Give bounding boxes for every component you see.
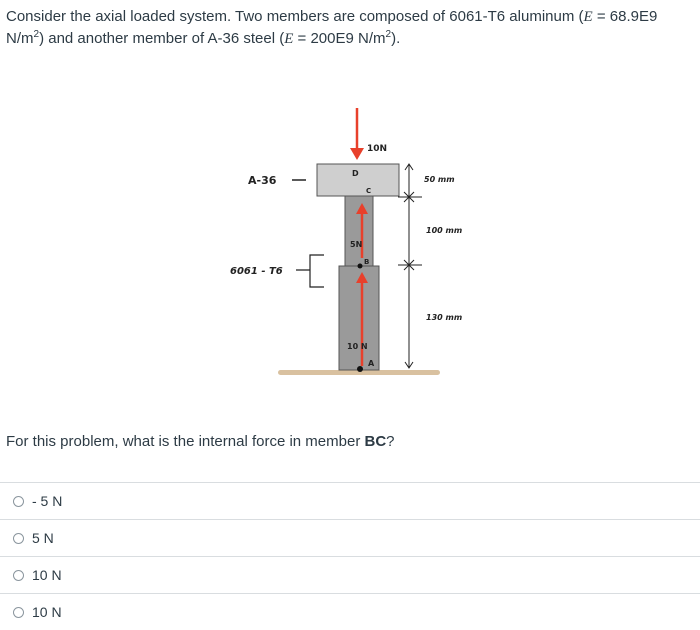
steel-label: A-36 — [248, 174, 277, 187]
dim-label-1: 50 mm — [424, 175, 455, 184]
question-prompt: For this problem, what is the internal force in member BC? — [6, 433, 395, 450]
modulus-symbol: E — [583, 9, 593, 25]
radio-button[interactable] — [13, 533, 24, 544]
modulus-symbol: E — [284, 31, 294, 47]
point-c-label: C — [366, 187, 372, 195]
axial-system-diagram — [200, 100, 520, 400]
aluminum-label: 6061 - T6 — [230, 266, 283, 277]
point-b-label: B — [364, 258, 370, 266]
point-a-label: A — [368, 359, 375, 368]
dim-label-2: 100 mm — [426, 226, 463, 235]
answer-option-1[interactable] — [0, 482, 700, 519]
answer-list — [0, 482, 700, 630]
radio-button[interactable] — [13, 570, 24, 581]
point-b-dot — [358, 264, 363, 269]
answer-option-3[interactable] — [0, 556, 700, 593]
answer-option-4[interactable] — [0, 593, 700, 630]
point-a-dot — [357, 366, 363, 372]
answer-option-2[interactable] — [0, 519, 700, 556]
answer-label: 10 N — [32, 567, 62, 583]
member-name: BC — [364, 433, 387, 450]
load-mid-label: 5N — [350, 240, 363, 249]
radio-button[interactable] — [13, 607, 24, 618]
answer-label: - 5 N — [32, 493, 63, 509]
answer-label: 10 N — [32, 604, 62, 620]
answer-label: 5 N — [32, 530, 54, 546]
point-d-label: D — [352, 169, 359, 178]
load-top-label: 10N — [367, 144, 388, 154]
aluminum-leader — [296, 255, 324, 287]
dim-label-3: 130 mm — [426, 313, 463, 322]
load-bottom-label: 10 N — [347, 342, 368, 351]
axial-system-figure — [200, 100, 520, 400]
force-top-arrowhead — [350, 148, 364, 160]
member-bc — [345, 196, 373, 266]
question-intro: Consider the axial loaded system. Two members are composed of 6061-T6 aluminum (E = 68.9E9 $N/m^2$) and another member of A-36 steel (E = 200E9 $N/m^2$). — [6, 8, 658, 47]
radio-button[interactable] — [13, 496, 24, 507]
